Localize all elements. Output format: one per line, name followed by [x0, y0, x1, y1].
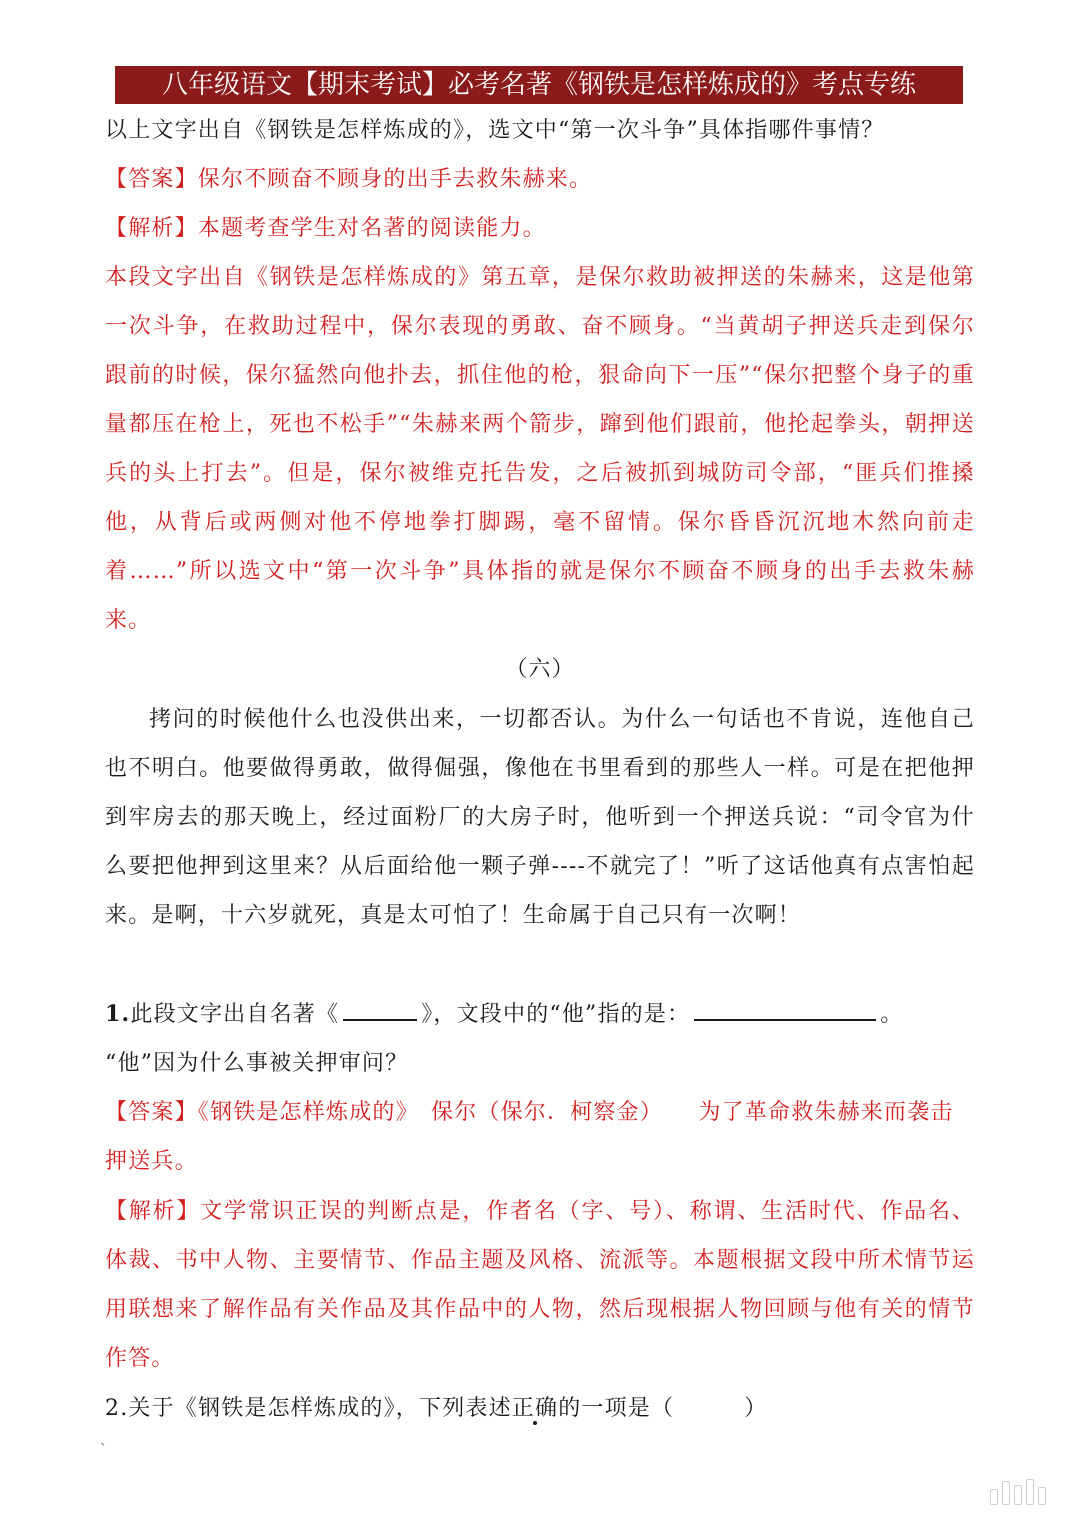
- question-6-2: [105, 1384, 975, 1433]
- blank-character: [694, 993, 876, 1021]
- question-6-1-line2: “他”因为什么事被关押审问？: [105, 1051, 409, 1076]
- question-text-part1: 此段文字出自名著《: [130, 1002, 340, 1027]
- page-title-banner: 八年级语文【期末考试】必考名著《钢铁是怎样炼成的》考点专练: [115, 66, 963, 104]
- question-2-suffix: 的一项是（: [558, 1396, 675, 1421]
- analysis-6-1: 【解析】文学常识正误的判断点是，作者名（字、号）、称谓、生活时代、作品名、体裁、书中人物、主要情节、作品主题及风格、流派等。本题根据文段中所术情节运用联想来了解作品有关作品及其作品中的人物，然后现根据人物回顾与他有关的情节作答。: [105, 1199, 975, 1371]
- question-2-close: ）: [744, 1396, 768, 1421]
- question-2-emphasis: 正确: [511, 1396, 559, 1421]
- question-6-1: [105, 990, 975, 1039]
- question-number: 1.: [105, 1001, 131, 1027]
- question-2-prefix: 2.关于《钢铁是怎样炼成的》，下列表述: [105, 1396, 512, 1421]
- analysis-5-body: 本段文字出自《钢铁是怎样炼成的》第五章，是保尔救助被押送的朱赫来，这是他第一次斗争，在救助过程中，保尔表现的勇敢、奋不顾身。“当黄胡子押送兵走到保尔跟前的时候，保尔猛然向他扑去，抓住他的枪，狠命向下一压”“保尔把整个身子的重量都压在枪上，死也不松手”“朱赫来两个箭步，蹿到他们跟前，他抡起拳头，朝押送兵的头上打去”。但是，保尔被维克托告发，之后被抓到城防司令部，“匪兵们推搡他，从背后或两侧对他不停地拳打脚踢，毫不留情。保尔昏昏沉沉地木然向前走着……”所以选文中“第一次斗争”具体指的就是保尔不顾奋不顾身的出手去救朱赫来。: [105, 265, 975, 633]
- watermark-icon: [990, 1479, 1046, 1505]
- passage-6: 拷问的时候他什么也没供出来，一切都否认。为什么一句话也不肯说，连他自己也不明白。他要做得勇敢，做得倔强，像他在书里看到的那些人一样。可是在把他押到牢房去的那天晚上，经过面粉厂的大房子时，他听到一个押送兵说：“司令官为什么要把他押到这里来？从后面给他一颗子弹----不就完了！”听了这话他真有点害怕起来。是啊，十六岁就死，真是太可怕了！生命属于自己只有一次啊！: [105, 707, 975, 928]
- blank-book-title: [343, 993, 417, 1021]
- section-heading-6: （六）: [505, 657, 575, 682]
- question-text-part2: 》，文段中的“他”指的是：: [421, 1002, 691, 1027]
- answer-5: 【答案】保尔不顾奋不顾身的出手去救朱赫来。: [105, 167, 593, 192]
- stray-mark: `: [100, 1442, 107, 1458]
- question-5: 以上文字出自《钢铁是怎样炼成的》，选文中“第一次斗争”具体指哪件事情？: [105, 118, 885, 143]
- answer-6-1: 【答案】《钢铁是怎样炼成的》 保尔（保尔．柯察金） 为了革命救朱赫来而袭击押送兵。: [105, 1100, 954, 1174]
- question-text-part3: 。: [880, 1002, 904, 1027]
- analysis-5-label: 【解析】本题考查学生对名著的阅读能力。: [105, 216, 546, 241]
